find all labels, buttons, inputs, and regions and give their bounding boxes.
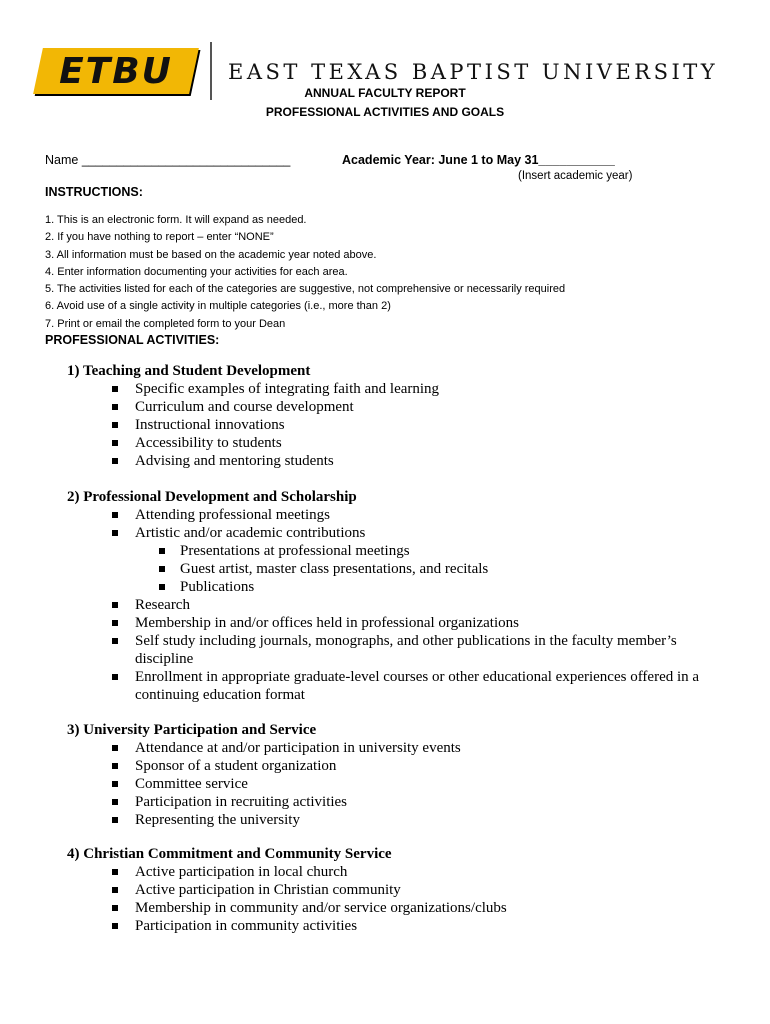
list-item: Active participation in Christian community [67,881,507,899]
list-item: Participation in community activities [67,917,507,935]
instructions-heading: INSTRUCTIONS: [45,185,143,199]
instruction-item: 7. Print or email the completed form to your Dean [45,317,286,330]
report-title: ANNUAL FACULTY REPORT [304,86,466,100]
professional-activities-heading: PROFESSIONAL ACTIVITIES: [45,333,220,347]
list-item: Enrollment in appropriate graduate-level courses or other educational experiences offered in a continuing education format [67,668,705,704]
instruction-item: 4. Enter information documenting your activities for each area. [45,265,348,278]
instruction-item: 6. Avoid use of a single activity in multiple categories (i.e., more than 2) [45,300,391,313]
section-items [67,380,439,470]
list-item: Membership in and/or offices held in professional organizations [67,614,705,632]
list-item: Curriculum and course development [67,398,439,416]
insert-year-note: (Insert academic year) [518,170,633,182]
section-university-service [67,721,461,829]
sub-list-item: Publications [135,578,705,596]
list-item: Participation in recruiting activities [67,793,461,811]
list-item: Specific examples of integrating faith and learning [67,380,439,398]
list-item: Attending professional meetings [67,506,705,524]
list-item: Self study including journals, monographs, and other publications in the faculty member’s discipline [67,632,705,668]
list-item: Committee service [67,775,461,793]
list-item [67,524,705,596]
section-title: 3) University Participation and Service [67,722,317,738]
logo-text: ETBU [59,50,173,92]
list-item: Sponsor of a student organization [67,757,461,775]
sub-list-item: Presentations at professional meetings [135,542,705,560]
instructions-list [45,212,565,333]
instruction-item: 3. All information must be based on the academic year noted above. [45,248,377,261]
list-item-label: Artistic and/or academic contributions [135,525,366,541]
section-teaching [67,362,439,470]
sub-list-item: Guest artist, master class presentations, and recitals [135,560,705,578]
sub-items [135,542,705,596]
instruction-item: 1. This is an electronic form. It will expand as needed. [45,214,307,226]
instruction-item: 5. The activities listed for each of the categories are suggestive, not comprehensive or necessarily required [45,283,566,296]
academic-year-field: Academic Year: June 1 to May 31___________ [342,153,615,167]
university-name: EAST TEXAS BAPTIST UNIVERSITY [228,60,719,84]
section-christian-commitment [67,845,507,935]
section-professional-development [67,488,705,704]
name-field: Name ______________________________ [45,153,291,167]
list-item: Advising and mentoring students [67,452,439,470]
section-items [67,739,461,829]
list-item: Active participation in local church [67,863,507,881]
list-item: Instructional innovations [67,416,439,434]
section-items [67,863,507,935]
section-title: 2) Professional Development and Scholarship [67,489,357,505]
list-item: Attendance at and/or participation in university events [67,739,461,757]
report-subtitle: PROFESSIONAL ACTIVITIES AND GOALS [265,105,505,119]
list-item: Accessibility to students [67,434,439,452]
list-item: Membership in community and/or service organizations/clubs [67,899,507,917]
list-item: Representing the university [67,811,461,829]
section-items [67,506,705,704]
section-title: 4) Christian Commitment and Community Service [67,846,392,862]
instruction-item: 2. If you have nothing to report – enter “NONE” [45,231,274,244]
list-item: Research [67,596,705,614]
section-title: 1) Teaching and Student Development [67,363,311,379]
